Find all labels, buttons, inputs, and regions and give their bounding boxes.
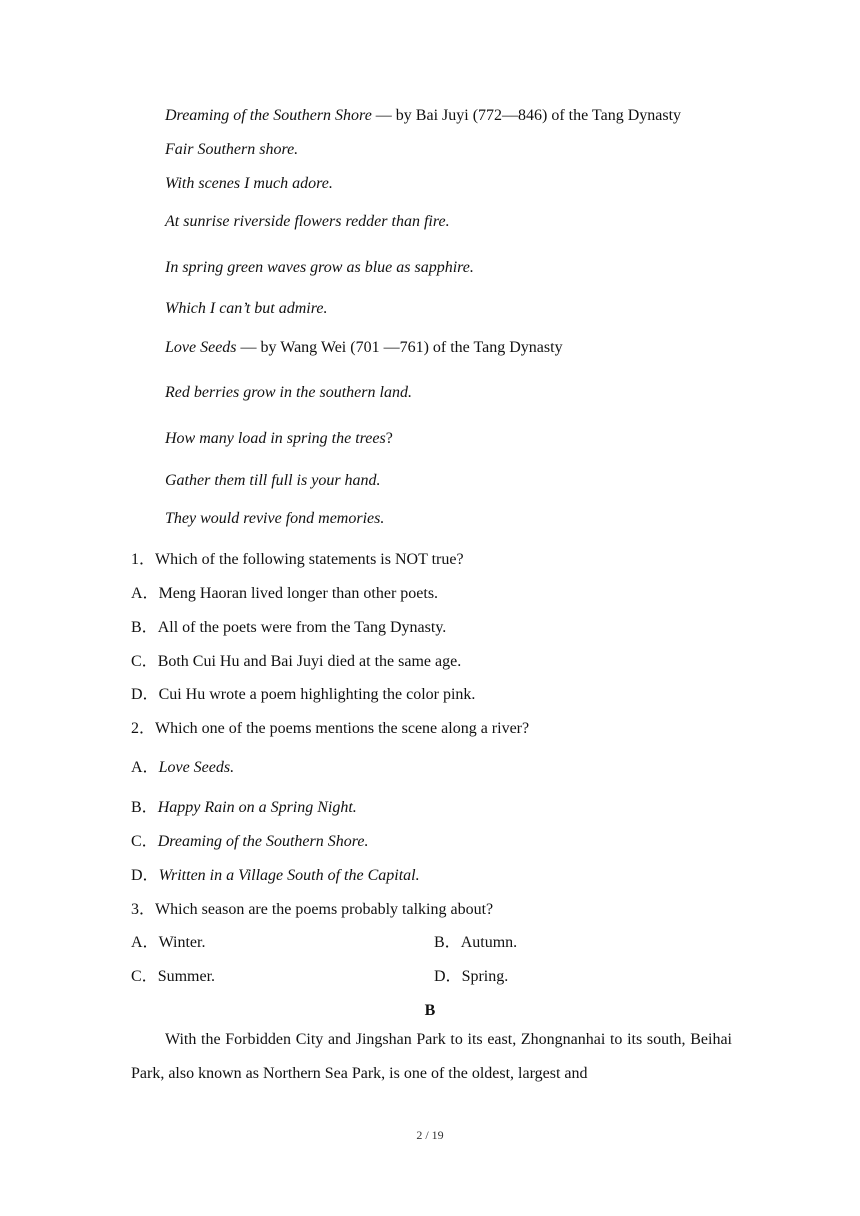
poem-2-line-4: They would revive fond memories. [165,510,385,527]
question-1-option-a [131,584,438,604]
option-text: Love Seeds. [158,759,235,776]
option-label: A． [131,759,159,776]
question-2-option-d [131,866,420,886]
question-1-text: Which of the following statements is NOT true? [155,551,464,568]
option-label: A． [131,934,159,951]
poem-1-line-5: Which I can’t but admire. [165,300,328,317]
question-1-number: 1． [131,551,156,568]
option-text: Happy Rain on a Spring Night. [157,799,357,816]
option-text: Autumn. [460,934,518,951]
option-label: C． [131,968,158,985]
question-1-option-c [131,652,461,672]
poem-1-byline: — by Bai Juyi (772—846) of the Tang Dynasty [371,107,682,124]
option-text: Dreaming of the Southern Shore. [157,833,369,850]
question-2 [131,719,529,739]
option-text: Summer. [157,968,216,985]
option-label: D． [131,867,159,884]
question-2-text: Which one of the poems mentions the scene along a river? [155,720,530,737]
poem-2-line-2-wrap [165,429,393,449]
option-label: A． [131,585,159,602]
option-label: D． [434,968,462,985]
poem-1-heading [165,106,681,126]
question-2-option-a [131,758,234,778]
page-number: 2 / 19 [416,1128,444,1142]
question-3-option-a [131,933,205,953]
poem-1-line-1: Fair Southern shore. [165,141,299,158]
question-3-option-d [434,967,508,987]
option-label: B． [131,619,158,636]
poem-1-line-2: With scenes I much adore. [165,175,333,192]
poem-2-line-1: Red berries grow in the southern land. [165,384,412,401]
question-3-option-c [131,967,215,987]
option-label: D． [131,686,159,703]
option-text: Written in a Village South of the Capital. [158,867,420,884]
option-label: C． [131,833,158,850]
poem-2-line-2: How many load in spring the trees [165,430,386,447]
option-label: B． [434,934,461,951]
section-heading: B [424,1002,436,1019]
question-1-option-b [131,618,446,638]
option-text: Meng Haoran lived longer than other poets. [158,585,439,602]
question-3-option-b [434,933,517,953]
poem-2-byline: — by Wang Wei (701 —761) of the Tang Dynasty [236,339,563,356]
option-text: All of the poets were from the Tang Dynasty. [157,619,447,636]
question-3 [131,900,493,920]
question-1 [131,550,464,570]
poem-1-line-4: In spring green waves grow as blue as sapphire. [165,259,474,276]
question-2-option-c [131,832,368,852]
option-text: Winter. [158,934,206,951]
poem-1-title: Dreaming of the Southern Shore [165,107,372,124]
section-b-paragraph [131,1023,732,1091]
option-label: B． [131,799,158,816]
question-1-option-d [131,685,475,705]
poem-2-title: Love Seeds [165,339,237,356]
question-3-number: 3． [131,901,156,918]
poem-2-line-2-punct: ? [385,430,393,447]
question-3-text: Which season are the poems probably talking about? [155,901,494,918]
paragraph-text: With the Forbidden City and Jingshan Park to its east, Zhongnanhai to its south, Beihai Park, also known as Northern Sea Park, is one of the oldest, largest and [131,1031,732,1082]
question-2-option-b [131,798,357,818]
poem-2-heading [165,338,563,358]
option-label: C． [131,653,158,670]
option-text: Cui Hu wrote a poem highlighting the color pink. [158,686,476,703]
poem-1-line-3: At sunrise riverside flowers redder than fire. [165,213,450,230]
option-text: Both Cui Hu and Bai Juyi died at the same age. [157,653,462,670]
poem-2-line-3: Gather them till full is your hand. [165,472,381,489]
question-2-number: 2． [131,720,156,737]
option-text: Spring. [461,968,509,985]
